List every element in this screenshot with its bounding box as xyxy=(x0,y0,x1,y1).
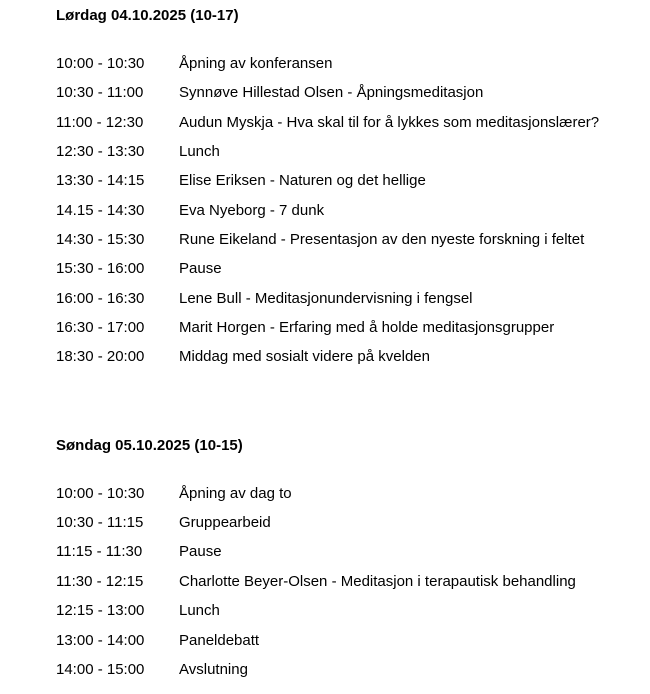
schedule-row xyxy=(56,602,646,631)
time-slot: 18:30 - 20:00 xyxy=(56,348,145,366)
event-title: Lunch xyxy=(179,602,220,620)
schedule-row xyxy=(56,172,646,201)
schedule-row xyxy=(56,543,646,572)
conference-program xyxy=(56,0,646,690)
schedule-row xyxy=(56,231,646,260)
time-slot: 16:30 - 17:00 xyxy=(56,319,145,337)
day-heading: Søndag 05.10.2025 (10-15) xyxy=(56,436,243,454)
day-sunday xyxy=(56,437,646,690)
schedule-row xyxy=(56,319,646,348)
schedule-row xyxy=(56,143,646,172)
schedule-row xyxy=(56,632,646,661)
time-slot: 11:15 - 11:30 xyxy=(56,543,143,561)
time-slot: 10:30 - 11:15 xyxy=(56,514,144,532)
time-slot: 13:30 - 14:15 xyxy=(56,172,145,190)
time-slot: 14:00 - 15:00 xyxy=(56,660,145,678)
schedule-row xyxy=(56,573,646,602)
event-title: Åpning av dag to xyxy=(179,484,292,502)
time-slot: 10:30 - 11:00 xyxy=(56,84,144,102)
schedule-row xyxy=(56,114,646,143)
schedule-row xyxy=(56,260,646,289)
time-slot: 14.15 - 14:30 xyxy=(56,201,145,219)
event-title: Audun Myskja - Hva skal til for å lykkes som meditasjonslærer? xyxy=(179,113,600,131)
time-slot: 10:00 - 10:30 xyxy=(56,484,145,502)
day-saturday xyxy=(56,7,646,378)
event-title: Paneldebatt xyxy=(179,631,260,649)
schedule-list xyxy=(56,55,646,378)
event-title: Eva Nyeborg - 7 dunk xyxy=(179,201,325,219)
event-title: Charlotte Beyer-Olsen - Meditasjon i terapautisk behandling xyxy=(179,572,576,590)
time-slot: 11:30 - 12:15 xyxy=(56,572,144,590)
schedule-list xyxy=(56,485,646,690)
time-slot: 14:30 - 15:30 xyxy=(56,231,145,249)
event-title: Lene Bull - Meditasjonundervisning i fengsel xyxy=(179,289,473,307)
event-title: Pause xyxy=(179,260,222,278)
schedule-row xyxy=(56,348,646,377)
event-title: Middag med sosialt videre på kvelden xyxy=(179,348,430,366)
schedule-row xyxy=(56,290,646,319)
event-title: Rune Eikeland - Presentasjon av den nyeste forskning i feltet xyxy=(179,231,585,249)
event-title: Avslutning xyxy=(179,660,248,678)
time-slot: 16:00 - 16:30 xyxy=(56,289,145,307)
time-slot: 12:30 - 13:30 xyxy=(56,143,145,161)
event-title: Pause xyxy=(179,543,222,561)
schedule-row xyxy=(56,514,646,543)
event-title: Gruppearbeid xyxy=(179,514,271,532)
event-title: Elise Eriksen - Naturen og det hellige xyxy=(179,172,426,190)
schedule-row xyxy=(56,485,646,514)
time-slot: 10:00 - 10:30 xyxy=(56,55,145,72)
schedule-row xyxy=(56,661,646,690)
event-title: Åpning av konferansen xyxy=(179,55,333,72)
schedule-row xyxy=(56,55,646,84)
event-title: Synnøve Hillestad Olsen - Åpningsmeditasjon xyxy=(179,84,484,102)
day-heading: Lørdag 04.10.2025 (10-17) xyxy=(56,7,239,24)
time-slot: 12:15 - 13:00 xyxy=(56,602,145,620)
time-slot: 13:00 - 14:00 xyxy=(56,631,145,649)
time-slot: 11:00 - 12:30 xyxy=(56,113,144,131)
schedule-row xyxy=(56,84,646,113)
time-slot: 15:30 - 16:00 xyxy=(56,260,145,278)
event-title: Marit Horgen - Erfaring med å holde meditasjonsgrupper xyxy=(179,319,555,337)
event-title: Lunch xyxy=(179,143,220,161)
schedule-row xyxy=(56,202,646,231)
